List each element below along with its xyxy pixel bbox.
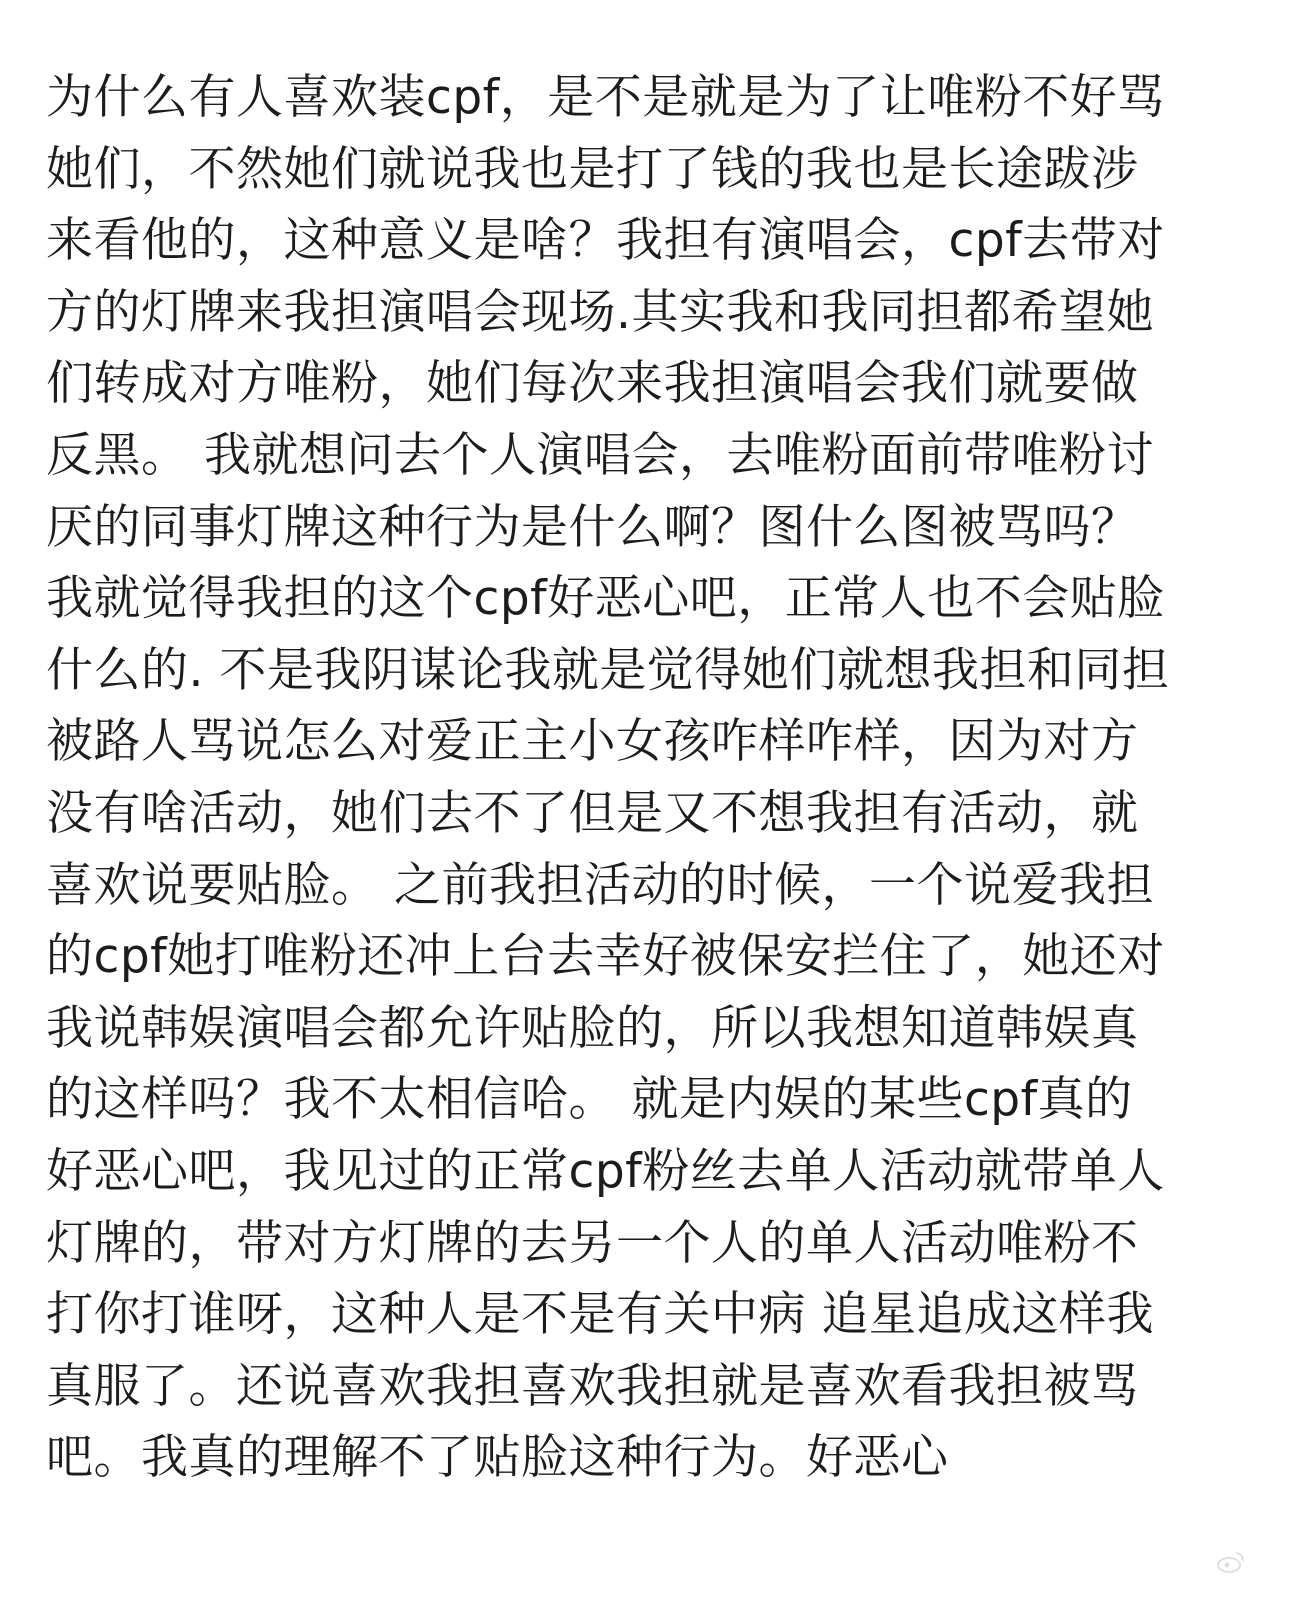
post-line: 反黑。 我就想问去个人演唱会，去唯粉面前带唯粉讨 [46, 427, 1154, 483]
post-line: 为什么有人喜欢装cpf，是不是就是为了让唯粉不好骂 [46, 70, 1165, 125]
post-line: 方的灯牌来我担演唱会现场.其实我和我同担都希望她 [46, 284, 1154, 340]
post-line: 的cpf她打唯粉还冲上台去幸好被保安拦住了，她还对 [46, 929, 1165, 985]
post-line: 什么的. 不是我阴谋论我就是觉得她们就想我担和同担 [46, 642, 1170, 698]
weibo-logo-icon [1216, 1550, 1246, 1574]
post-line: 打你打谁呀，这种人是不是有关中病 追星追成这样我 [46, 1287, 1154, 1343]
post-line: 们转成对方唯粉，她们每次来我担演唱会我们就要做 [46, 356, 1139, 412]
post-line: 的这样吗？我不太相信哈。 就是内娱的某些cpf真的 [46, 1072, 1133, 1128]
post-line: 我就觉得我担的这个cpf好恶心吧，正常人也不会贴脸 [46, 571, 1165, 627]
post-line: 我说韩娱演唱会都允许贴脸的，所以我想知道韩娱真 [46, 1000, 1139, 1056]
post-line: 她们，不然她们就说我也是打了钱的我也是长途跋涉 [46, 141, 1139, 197]
post-body [46, 62, 1246, 1494]
post-line: 被路人骂说怎么对爱正主小女孩咋样咋样，因为对方 [46, 714, 1139, 770]
post-line: 灯牌的，带对方灯牌的去另一个人的单人活动唯粉不 [46, 1215, 1139, 1271]
post-line: 来看他的，这种意义是啥？我担有演唱会，cpf去带对 [46, 213, 1165, 269]
post-line: 厌的同事灯牌这种行为是什么啊？图什么图被骂吗？ [46, 499, 1139, 555]
post-line: 好恶心吧，我见过的正常cpf粉丝去单人活动就带单人 [46, 1143, 1165, 1199]
post-line: 真服了。还说喜欢我担喜欢我担就是喜欢看我担被骂 [46, 1358, 1139, 1414]
watermark [1216, 1550, 1252, 1574]
post-line: 喜欢说要贴脸。 之前我担活动的时候，一个说爱我担 [46, 857, 1154, 913]
post-line: 吧。我真的理解不了贴脸这种行为。好恶心 [46, 1430, 949, 1486]
post-line: 没有啥活动，她们去不了但是又不想我担有活动，就 [46, 785, 1139, 841]
